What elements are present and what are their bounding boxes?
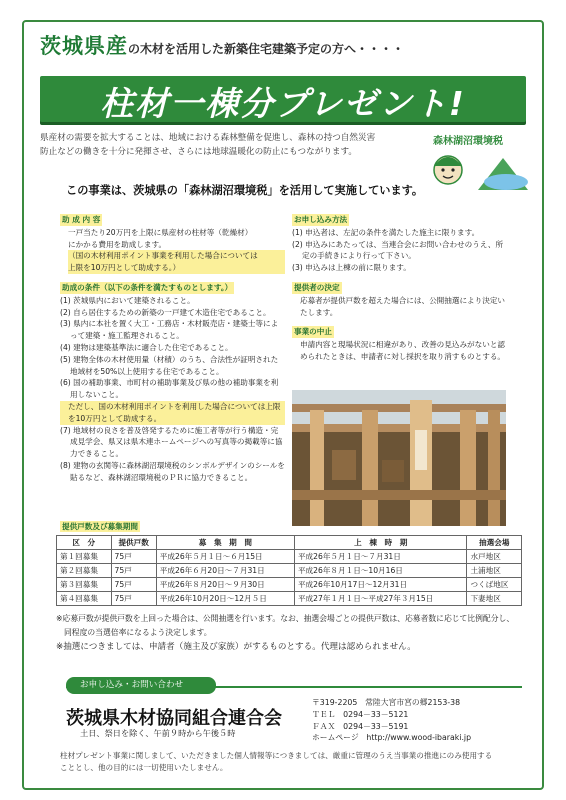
mascot-illustration [408, 130, 528, 194]
decide-title: 提供者の決定 [294, 282, 340, 292]
subsidy-title: 助 成 内 容 [62, 215, 101, 224]
org-name: 茨城県木材協同組合連合会 [66, 708, 282, 729]
table-cell: 平成27年１月１日～平成27年３月15日 [294, 592, 467, 606]
table-cell: 第４回募集 [57, 592, 112, 606]
header-cell: 上 棟 時 期 [294, 536, 467, 550]
privacy-notice [60, 750, 522, 774]
intro-line: 県産材の需要を拡大することは、地域における森林整備を促進し、森林の持つ自然災害 [40, 133, 376, 143]
condition-item: (8) 建物の玄関等に森林湖沼環境税のシンボルデザインのシールを貼るなど、森林湖沼環境税のＰＲに協力できること。 [60, 460, 285, 482]
fax-line: ＦＡＸ 0294－33－5191 [312, 721, 409, 731]
lake-shape [484, 174, 528, 190]
table-header-row [57, 536, 522, 550]
condition-item: (1) 茨城県内において建築されること。 [60, 295, 195, 305]
contact-tab: お申し込み・お問い合わせ [66, 677, 216, 694]
table-cell: 平成26年６月20日～７月31日 [156, 564, 294, 578]
note-line: ※応募戸数が提供戸数を上回った場合は、公開抽選を行います。なお、抽選会場ごとの提供戸数は、応募者数に応じて比例配分し、 [56, 614, 515, 623]
intro-line: 防止などの働きを十分に発揮させ、さらには地球温暖化の防止にもつながります。 [40, 147, 358, 157]
table-cell: 75戸 [111, 578, 156, 592]
table-cell: 平成26年５月１日～６月15日 [156, 550, 294, 564]
subsidy-line: 上限を10万円として助成する。） [68, 262, 285, 274]
table-cell: 土浦地区 [467, 564, 522, 578]
table-row [57, 564, 522, 578]
condition-item: (5) 建物全体の木材使用量（材積）のうち、合法性が証明された地域材を50%以上使用する住宅であること。 [60, 354, 279, 376]
table-cell: 第２回募集 [57, 564, 112, 578]
stop-title: 事業の中止 [294, 327, 332, 337]
table-cell: 下妻地区 [467, 592, 522, 606]
apply-title: お申し込み方法 [294, 215, 348, 224]
subsidy-line: にかかる費用を助成します。 [68, 239, 167, 249]
note-line: 同程度の当選倍率になるよう決定します。 [64, 628, 212, 637]
brand-text: 茨城県産 [40, 34, 128, 58]
phone-line: ＴＥＬ 0294－33－5121 [312, 709, 409, 719]
condition-item: (2) 自ら居住するための新築の一戸建て木造住宅であること。 [60, 307, 271, 317]
address-block [312, 697, 471, 744]
apply-item: (3) 申込みは上棟の前に限ります。 [292, 263, 411, 273]
apply-item: (1) 申込者は、左記の条件を満たした施主に限ります。 [292, 227, 480, 237]
table-cell: 平成26年８月20日～９月30日 [156, 578, 294, 592]
table-cell: 水戸地区 [467, 550, 522, 564]
header-cell: 提供戸数 [111, 536, 156, 550]
condition-note: ただし、国の木材利用ポイントを利用した場合については上限を10万円として助成する。 [60, 401, 285, 425]
right-column [292, 214, 507, 363]
conditions-title: 助成の条件（以下の条件を満たすものとします。） [62, 282, 233, 292]
table-cell: 平成26年８月１日～10月16日 [294, 564, 467, 578]
table-row [57, 578, 522, 592]
table-cell: 75戸 [111, 564, 156, 578]
header-cell: 募 集 期 間 [156, 536, 294, 550]
table-cell: 平成26年10月17日～12月31日 [294, 578, 467, 592]
table-row [57, 550, 522, 564]
mascot-eye [451, 168, 454, 171]
construction-photo [292, 390, 506, 526]
table-row [57, 592, 522, 606]
table-cell: つくば地区 [467, 578, 522, 592]
address-line: 〒319-2205 常陸大宮市宮の郷2153-38 [312, 698, 461, 707]
conditions-list [60, 295, 285, 484]
decide-text: 応募者が提供戸数を超えた場合には、公開抽選により決定いたします。 [300, 295, 506, 317]
website-line[interactable]: ホームページ http://www.wood-ibaraki.jp [312, 733, 472, 743]
condition-item: (4) 建物は建築基準法に適合した住宅であること。 [60, 342, 233, 352]
condition-item: (6) 国の補助事業、市町村の補助事業及び県の他の補助事業を利用しないこと。 [60, 378, 279, 400]
headline [40, 30, 540, 60]
title-banner [40, 76, 526, 122]
note-line: ※抽選につきましては、申請者（施主及び家族）がするものとする。代理は認められません。 [56, 642, 416, 652]
table-title: 提供戸数及び募集期間 [62, 522, 138, 531]
notes [56, 612, 526, 654]
header-cell: 抽選会場 [467, 536, 522, 550]
banner-title: 柱材一棟分プレゼント! [100, 84, 466, 123]
table-cell: 75戸 [111, 550, 156, 564]
stop-text: 申請内容と現場状況に相違があり、改善の見込みがないと認められたときは、申請者に対し採択を取り消すものとする。 [300, 340, 506, 361]
table-cell: 第１回募集 [57, 550, 112, 564]
condition-item: (7) 地域材の良さを普及啓発するために施工者等が行う構造・完成見学会、県又は県木連ホームページへの写真等の掲載等に協力できること。 [60, 425, 283, 459]
table-cell: 第３回募集 [57, 578, 112, 592]
header-cell: 区 分 [57, 536, 112, 550]
apply-item: (2) 申込みにあたっては、当連合会にお問い合わせのうえ、所定の手続きにより行って下さい。 [292, 239, 504, 261]
subsidy-line: 一戸当たり20万円を上限に県産材の柱材等（乾燥材） [68, 227, 253, 237]
mascot-label: 森林湖沼環境税 [433, 136, 503, 147]
privacy-line: こととし、他の目的には一切使用いたしません。 [60, 763, 228, 772]
subsidy-body [60, 227, 285, 274]
mascot-hat [434, 157, 462, 166]
left-column [60, 214, 285, 484]
table-cell: 平成26年５月１日～７月31日 [294, 550, 467, 564]
privacy-line: 柱材プレゼント事業に関しまして、いただきました個人情報等につきましては、厳重に管理のうえ当事業の推進にのみ使用する [60, 751, 493, 760]
table-cell: 75戸 [111, 592, 156, 606]
mascot-eye [441, 168, 444, 171]
subsidy-line: （国の木材利用ポイント事業を利用した場合については [68, 250, 285, 262]
schedule-table [56, 535, 522, 606]
table-cell: 平成26年10月20日～12月５日 [156, 592, 294, 606]
tax-note: この事業は、茨城県の「森林湖沼環境税」を活用して実施しています。 [66, 184, 424, 197]
lead-text: の木材を活用した新築住宅建築予定の方へ・・・・ [128, 42, 405, 56]
intro-paragraph [40, 131, 410, 159]
condition-item: (3) 県内に本社を置く大工・工務店・木材販売店・建築士等によって建築・施工監理されること。 [60, 319, 279, 341]
business-hours: 土日、祭日を除く、午前９時から午後５時 [80, 728, 236, 738]
